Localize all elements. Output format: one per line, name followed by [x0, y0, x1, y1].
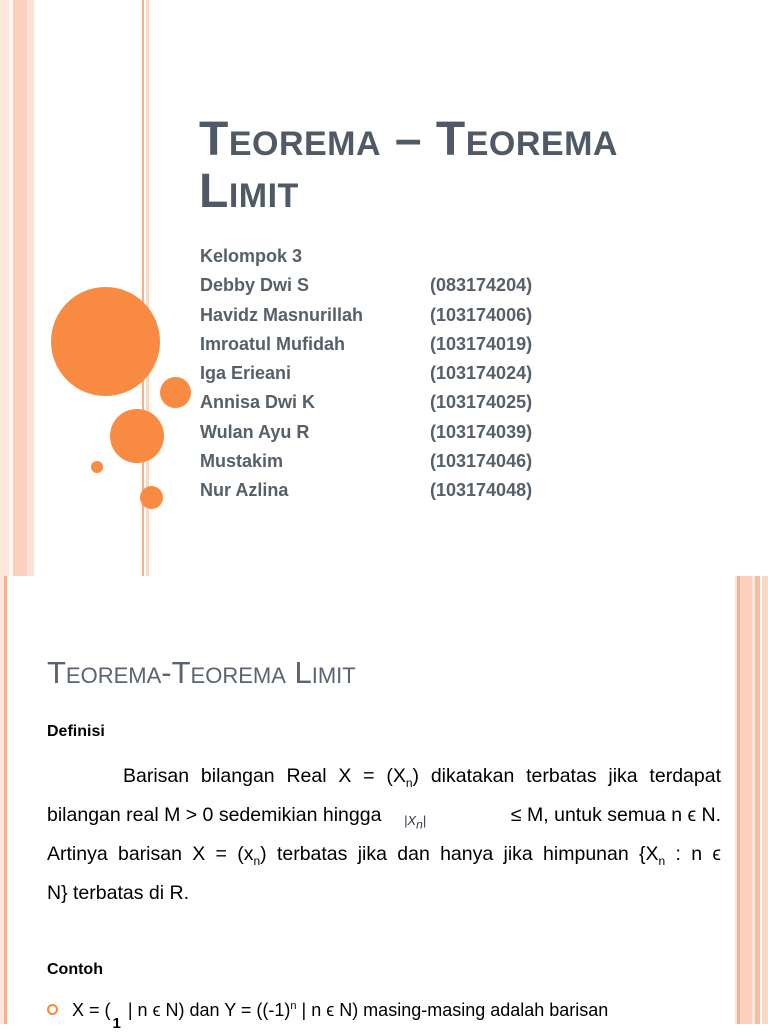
- subscript: n: [405, 775, 413, 790]
- text-run: | n ϵ N) dan Y = ((-1): [127, 1000, 291, 1020]
- title-line-1: Teorema – Teorema: [199, 113, 618, 166]
- decor-circle: [110, 409, 164, 463]
- slide-2-title: Teorema-Teorema Limit: [47, 655, 356, 690]
- superscript: n: [290, 1000, 297, 1012]
- text-run: ≤ M, untuk semua n ϵ N.: [510, 804, 721, 826]
- decor-stripe: [760, 576, 762, 1024]
- decor-stripe: [13, 0, 27, 576]
- title-line-2: Limit: [199, 165, 299, 218]
- decor-circle: [140, 486, 163, 509]
- para-line-1: [47, 757, 721, 796]
- decor-stripe: [4, 576, 7, 1024]
- member-id: (103174046): [430, 451, 533, 472]
- member-name: Nur Azlina: [200, 480, 289, 501]
- definition-paragraph: [47, 757, 721, 913]
- formula-text: |: [422, 813, 427, 828]
- text-run: ) terbatas jika dan hanya jika himpunan {X: [260, 843, 659, 865]
- member-name: Havidz Masnurillah: [200, 304, 364, 325]
- subscript: n: [658, 853, 666, 868]
- contoh-heading: Contoh: [47, 961, 103, 978]
- definisi-heading: Definisi: [47, 723, 105, 740]
- member-name: Imroatul Mufidah: [200, 333, 345, 354]
- decor-stripe: [740, 576, 752, 1024]
- text-run: : n ϵ: [675, 843, 721, 865]
- decor-stripe: [762, 576, 768, 1024]
- fraction-numerator: 1: [112, 1015, 121, 1032]
- member-name: Wulan Ayu R: [200, 421, 310, 442]
- member-id: (103174048): [430, 480, 533, 501]
- member-id: (103174039): [430, 421, 533, 442]
- decor-stripe: [737, 576, 740, 1024]
- slide-title: [199, 114, 719, 218]
- decor-stripe: [755, 576, 760, 1024]
- decor-stripe: [735, 576, 737, 1024]
- formula-text: |X: [404, 813, 417, 828]
- text-run: Barisan bilangan Real X = (X: [123, 765, 406, 787]
- decor-circle: [51, 287, 160, 396]
- member-id: (103174024): [430, 363, 533, 384]
- bullet-icon: [47, 1004, 58, 1015]
- subscript: n: [253, 853, 261, 868]
- decor-stripe: [27, 0, 34, 576]
- text-run: Artinya barisan X = (x: [47, 843, 254, 865]
- member-id: (103174025): [430, 392, 533, 413]
- member-id: (103174006): [430, 304, 533, 325]
- text-run: ) dikatakan terbatas jika terdapat: [412, 765, 721, 787]
- decor-circle: [91, 461, 103, 473]
- para-line-2: [47, 796, 721, 835]
- para-line-4: N} terbatas di R.: [47, 882, 189, 904]
- member-name: Iga Erieani: [200, 363, 292, 384]
- member-id: (103174019): [430, 333, 533, 354]
- decor-stripe: [0, 0, 9, 576]
- text-run: | n ϵ N) masing-masing adalah barisan: [301, 1000, 609, 1020]
- text-run: bilangan real M > 0 sedemikian hingga: [47, 804, 382, 826]
- subscript: n: [416, 817, 423, 832]
- group-label: Kelompok 3: [200, 246, 303, 266]
- decor-circle: [160, 377, 191, 408]
- para-line-3: [47, 835, 721, 874]
- example-bullet: [47, 1000, 609, 1032]
- member-name: Mustakim: [200, 451, 284, 472]
- member-name: Debby Dwi S: [200, 275, 310, 296]
- member-id: (083174204): [430, 275, 533, 296]
- decor-stripe: [752, 576, 755, 1024]
- member-name: Annisa Dwi K: [200, 392, 316, 413]
- text-run: X = (: [72, 1000, 111, 1020]
